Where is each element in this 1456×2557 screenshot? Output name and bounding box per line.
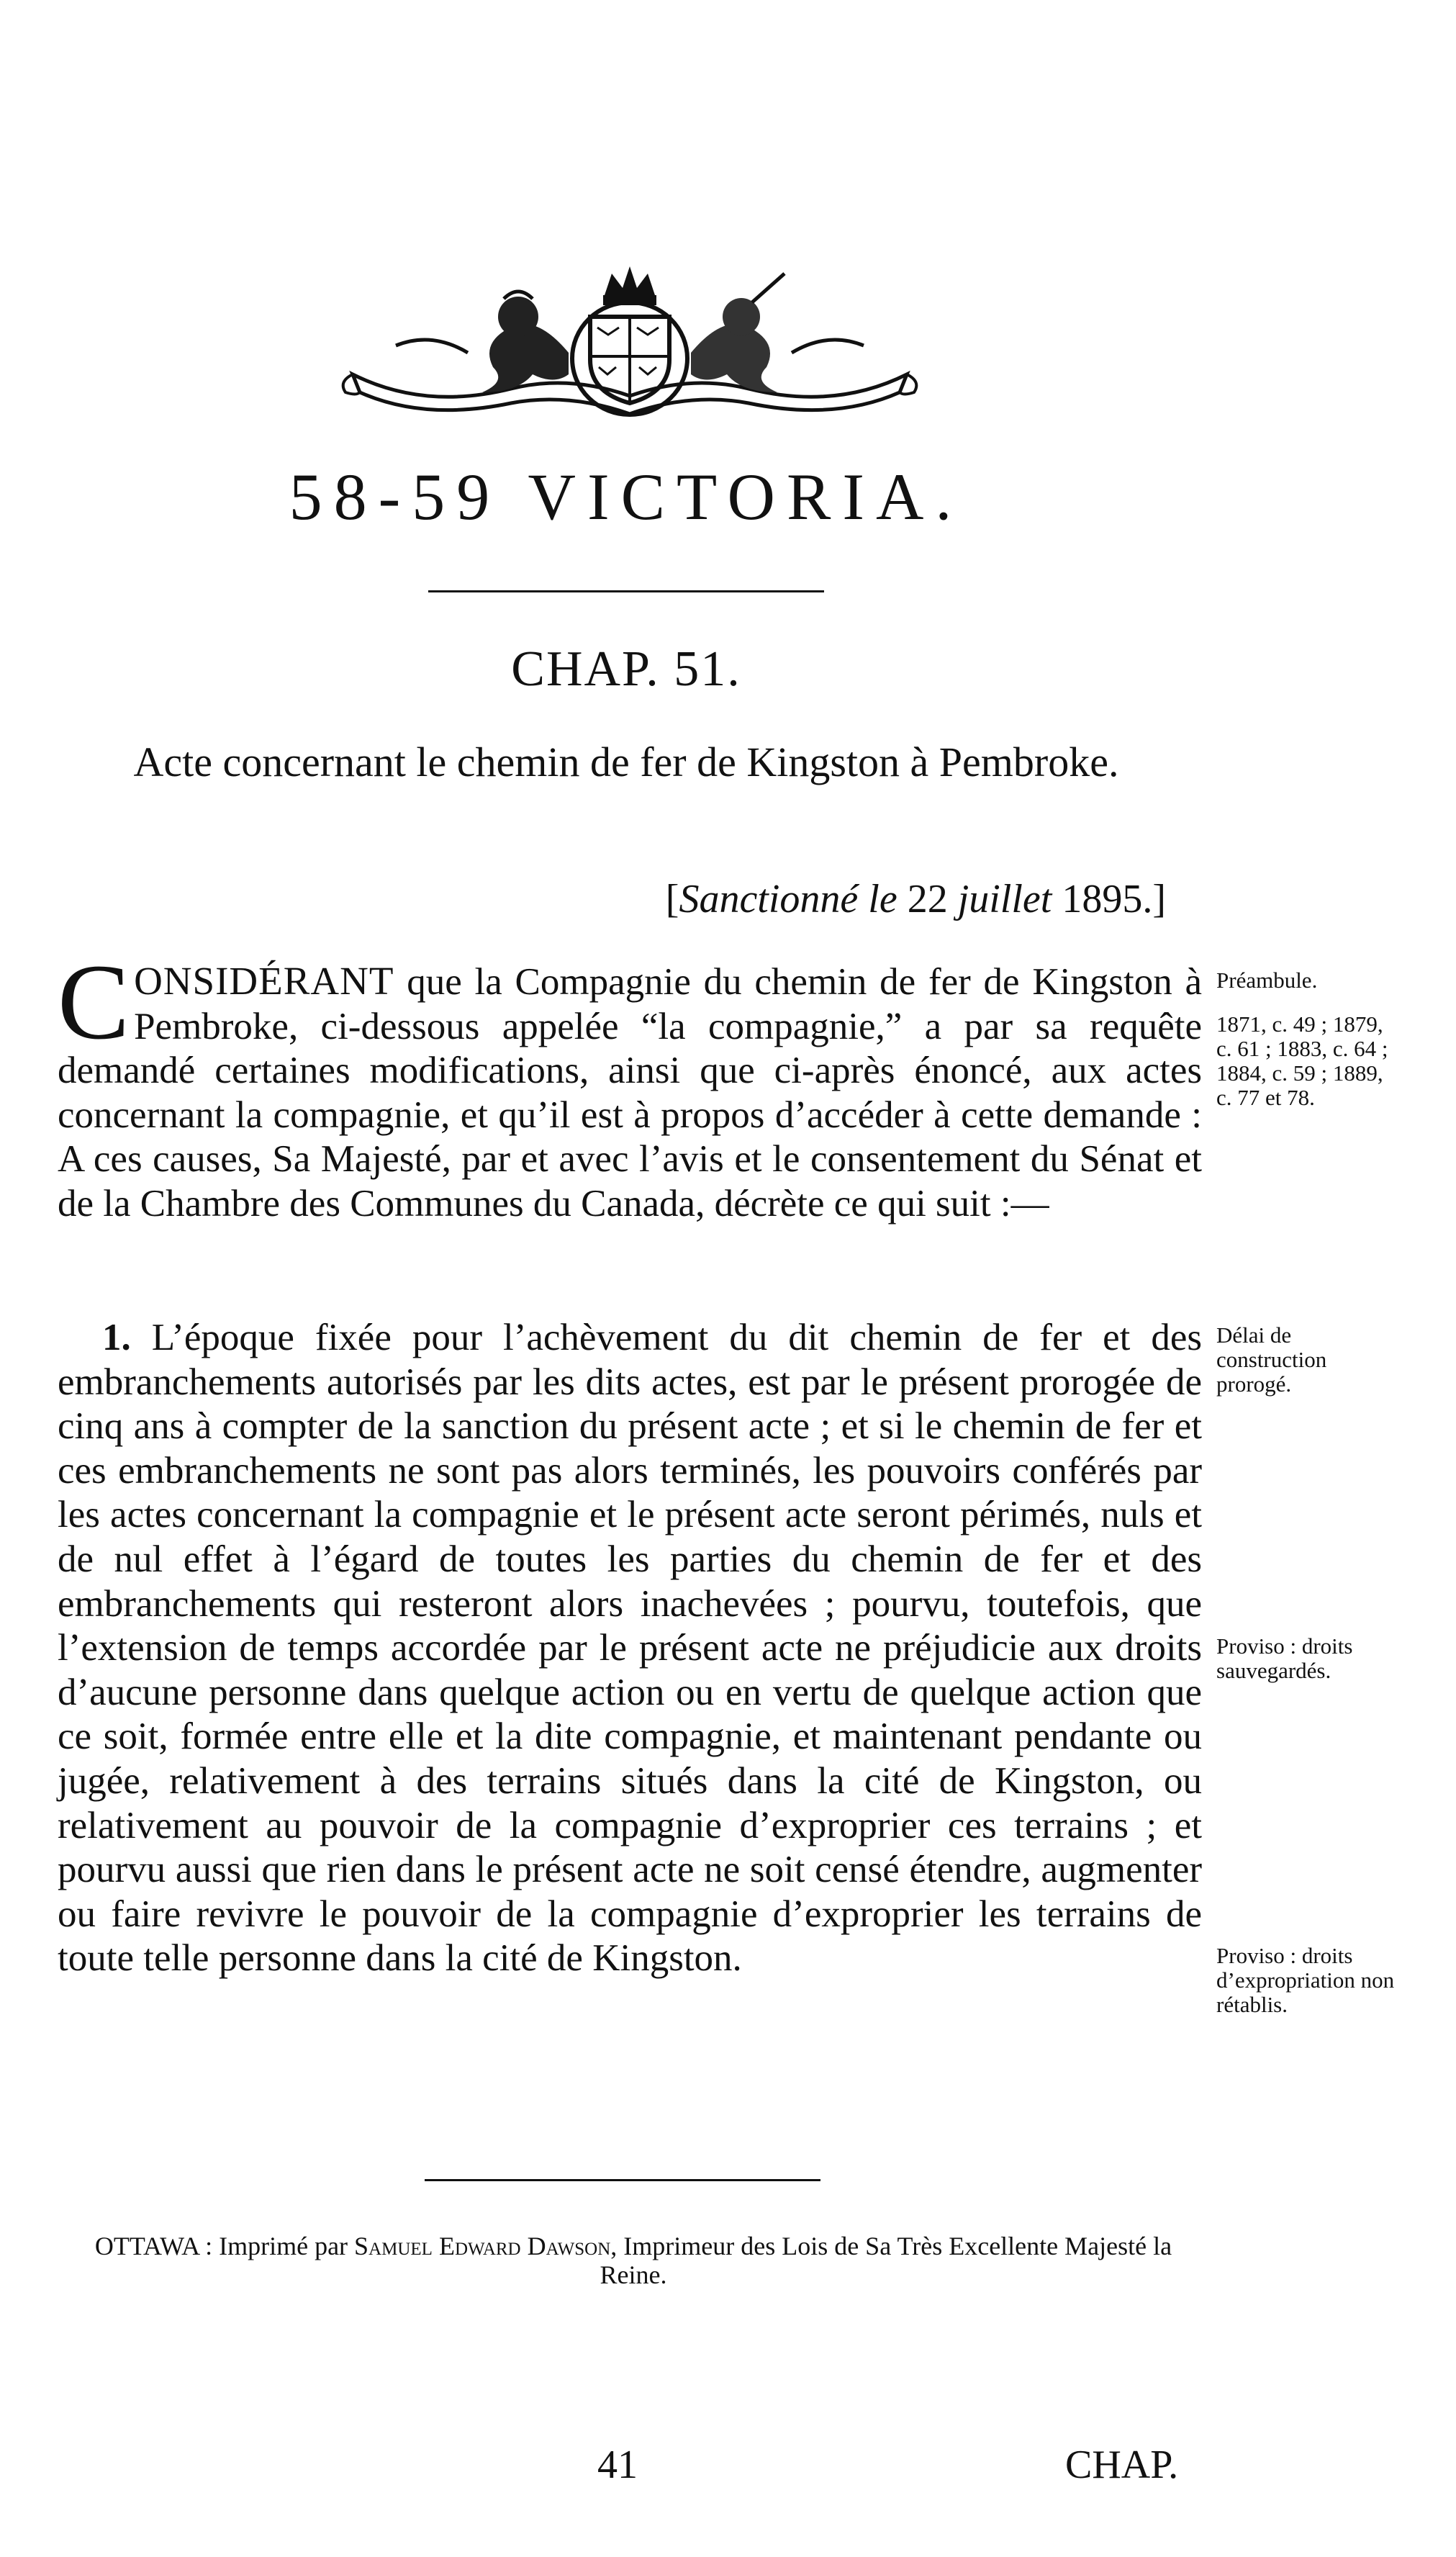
imprint-suffix: , Imprimeur des Lois de Sa Très Excellente Majesté la Reine. [600,2232,1172,2289]
divider-bottom [425,2179,820,2181]
section-1-paragraph [58,1316,1202,1981]
preamble-paragraph [58,942,1202,1227]
regnal-year-heading: 58-59 VICTORIA. [289,460,964,533]
preamble-text: que la Compagnie du chemin de fer de Kingston à Pembroke, ci-dessous appelée “la compagnie,” a par sa requête demandé certaines modifications, ainsi que ci-après énoncé, aux actes concernant la compagnie, et qu’il est à propos d’accéder à cette demande : A ces causes, Sa Majesté, par et avec l’avis et le consentement du Sénat et de la Chambre des Communes du Canada, décrète ce qui suit :— [58,961,1202,1225]
imprint-printer: Samuel Edward Dawson [354,2232,611,2260]
marginal-note-preambule: Préambule. [1216,968,1318,993]
assent-month: juillet [957,877,1052,921]
section-1-text: L’époque fixée pour l’achèvement du dit chemin de fer et des embranchements autorisés par les dits actes, est par le présent prorogée de cinq ans à compter de la sanction du présent acte ; et si le chemin de fer et ces embranchements ne sont pas alors terminés, les pouvoirs conférés par les actes concernant la compagnie et le présent acte seront périmés, nuls et de nul effet à l’égard de toutes les parties du chemin de fer et des embranchements qui resteront alors inachevées ; pourvu, toutefois, que l’extension de temps accordée par le présent acte ne préjudicie aux droits d’aucune personne dans quelque action ou en vertu de quelque action que ce soit, formée entre elle et la dite compagnie, et maintenant pendante ou jugée, relativement à des terrains situés dans la cité de Kingston, ou relativement au pouvoir de la compagnie d’exproprier ces terrains ; et pourvu aussi que rien dans le présent acte ne soit censé étendre, augmenter ou faire revivre le pouvoir de la compagnie d’exproprier les terrains de toute telle personne dans la cité de Kingston. [58,1317,1202,1980]
imprint [72,2232,1195,2289]
assent-year: 1895.] [1062,877,1166,921]
page-number: 41 [597,2443,638,2487]
imprint-prefix: OTTAWA : Imprimé par [94,2232,355,2260]
royal-coat-of-arms-icon [338,266,921,425]
assent-prefix: [ [665,877,679,921]
marginal-note-proviso-1: Proviso : droits sauvegardés. [1216,1633,1353,1683]
preamble-lead-word: ONSIDÉRANT [134,959,394,1003]
marginal-note-proviso-2: Proviso : droits d’expropriation non rétablis. [1216,1943,1395,2017]
assent-label: Sanctionné le [679,877,897,921]
section-1-number: 1. [102,1317,131,1358]
preamble-dropcap: C [58,942,130,1062]
chapter-heading: CHAP. 51. [511,641,741,697]
catchword: CHAP. [1065,2443,1179,2487]
marginal-note-references: 1871, c. 49 ; 1879, c. 61 ; 1883, c. 64 ; 1884, c. 59 ; 1889, c. 77 et 78. [1216,1011,1388,1110]
divider-top [428,590,824,592]
marginal-note-delai: Délai de construction prorogé. [1216,1322,1327,1397]
assent-date [590,875,1166,924]
assent-day: 22 [907,877,948,921]
act-title: Acte concernant le chemin de fer de Kingston à Pembroke. [133,739,1119,785]
